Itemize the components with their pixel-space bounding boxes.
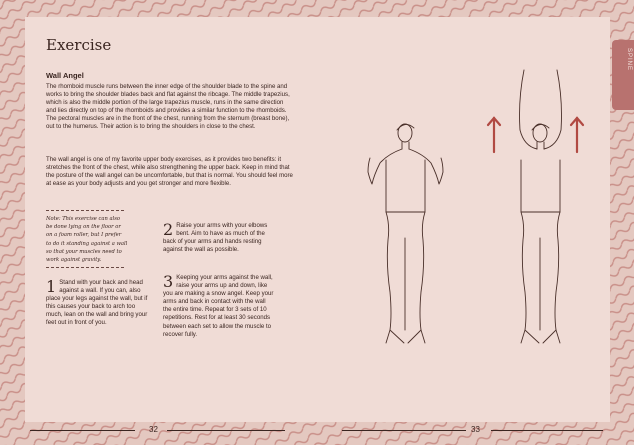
- exercise-subheading: Wall Angel: [46, 71, 84, 80]
- footer-rule: [167, 430, 285, 431]
- figure-arms-raised: [520, 70, 562, 343]
- figure-arms-bent: [368, 124, 443, 343]
- chapter-tab-label: SPINE: [626, 48, 632, 72]
- note-bottom-divider: [46, 267, 124, 268]
- step-3: [163, 274, 275, 339]
- note-top-divider: [46, 210, 124, 211]
- step-1: [46, 279, 148, 328]
- step-number: 2: [163, 220, 174, 239]
- page-title: Exercise: [46, 36, 112, 54]
- footer-rule: [30, 430, 135, 431]
- step-text: Keeping your arms against the wall, raise your arms up and down, like you are making a snow angel. Keep your arms and back in contact with the wall the entire time. Repeat for 3 sets of 10 repetitions. Rest for at least 30 seconds between each set to allow the muscle to recover fully.: [163, 274, 274, 338]
- up-arrow-icon: [488, 118, 500, 152]
- page-number: 32: [149, 425, 158, 434]
- body-paragraph: The wall angel is one of my favorite upper body exercises, as it provides two benefits: it stretches the front of the chest, while also strengthening the upper back. Keep in mind that the posture of the wall angel can be uncomfortable, but that is normal. You should feel more at ease as your body adjusts and you get stronger and more flexible.: [46, 156, 293, 188]
- step-text: Stand with your back and head against a wall. If you can, also place your legs against the wall, but if this causes your back to arch too much, lean on the wall and bring your feet out in front of you.: [46, 279, 148, 327]
- intro-paragraph: The rhomboid muscle runs between the inner edge of the shoulder blade to the spine and works to bring the shoulder blades back and flat against the ribcage. The middle trapezius, which is also the middle portion of the large trapezius muscle, runs in the same direction and lies directly on top of the rhomboids and provides a similar function to the rhomboids. The pectoral muscles are in the front of the chest, running from the sternum (breast bone), out to the humerus. Their action is to bring the shoulders in close to the chest.: [46, 83, 290, 131]
- chapter-tab: [612, 40, 634, 110]
- step-number: 1: [46, 277, 57, 296]
- page-number: 33: [471, 425, 480, 434]
- step-text: Raise your arms with your elbows bent. Aim to have as much of the back of your arms and hands resting against the wall as possible.: [163, 222, 268, 254]
- wall-angel-illustration: [328, 60, 598, 365]
- step-number: 3: [163, 272, 174, 291]
- step-2: [163, 222, 275, 254]
- note-text: Note: This exercise can also be done lying on the floor or on a foam roller, but I prefer to do it standing against a wall so that your muscles need to work against gravity.: [46, 216, 128, 264]
- left-page: [25, 17, 318, 434]
- up-arrow-icon: [571, 118, 583, 152]
- footer-rule: [342, 430, 466, 431]
- footer-rule: [491, 430, 603, 431]
